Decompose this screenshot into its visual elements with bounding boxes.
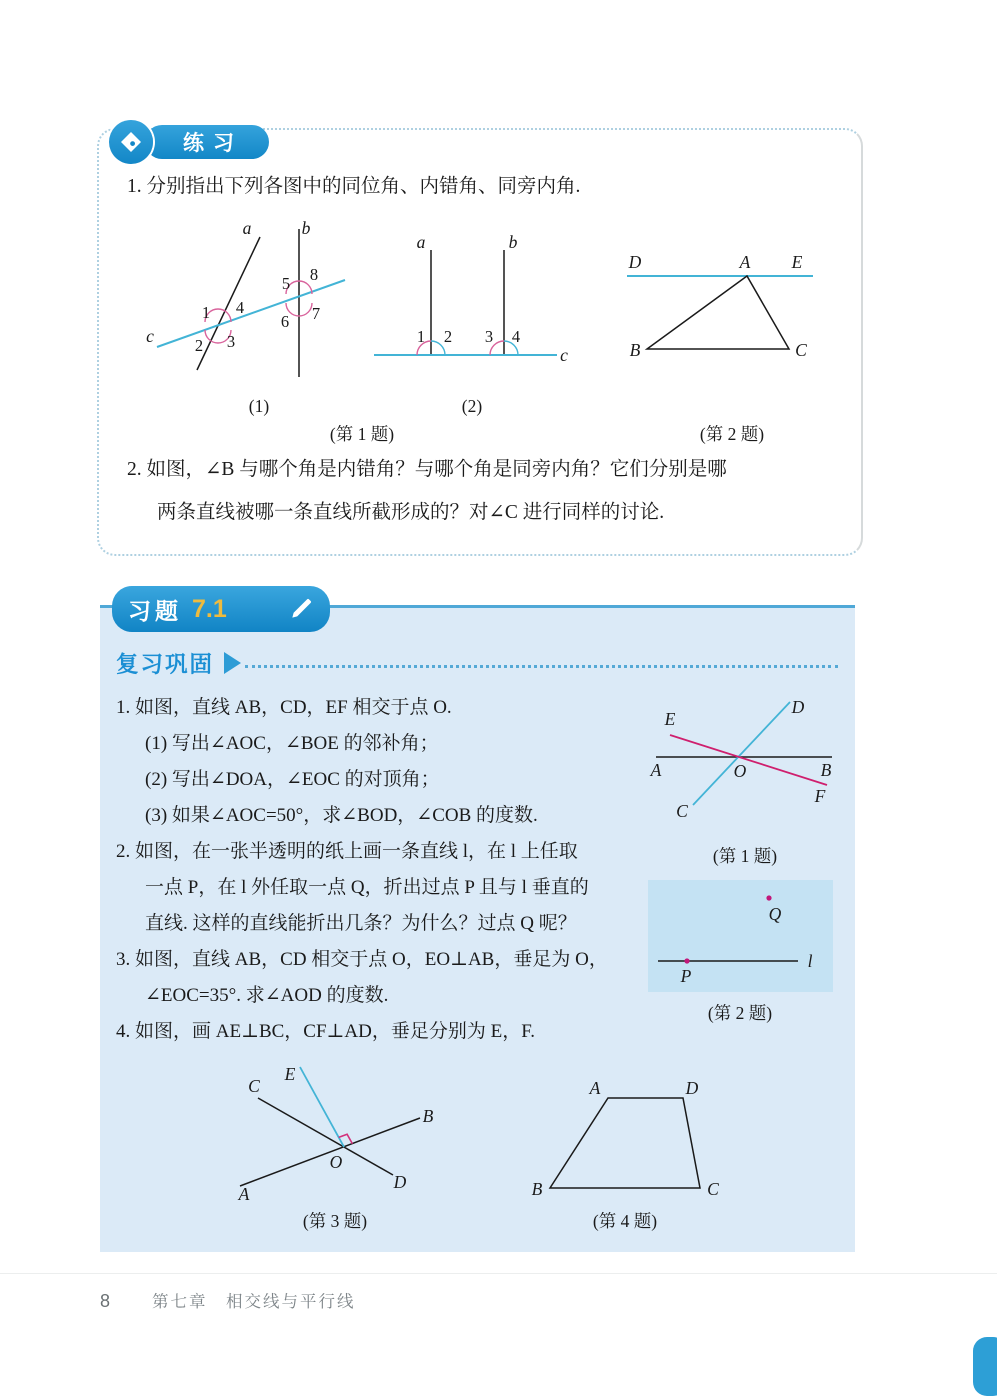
problem-1-part3: (3) 如果∠AOC=50°，求∠BOD，∠COB 的度数. bbox=[145, 805, 538, 826]
exercises-badge bbox=[112, 586, 330, 632]
label-B: B bbox=[531, 1179, 543, 1199]
label-D: D bbox=[628, 252, 642, 272]
trapezoid-ABCD bbox=[550, 1098, 700, 1188]
label-C: C bbox=[707, 1179, 719, 1199]
label-b: b bbox=[508, 232, 518, 252]
exercises-badge-number: 7.1 bbox=[192, 594, 227, 623]
practice-problem-2-line1: 2. 如图，∠B 与哪个角是内错角？与哪个角是同旁内角？它们分别是哪 bbox=[127, 459, 727, 480]
line-EF bbox=[670, 735, 827, 785]
pencil-icon bbox=[288, 596, 314, 622]
exercise-figure-2-panel bbox=[648, 880, 833, 992]
label-D: D bbox=[393, 1172, 407, 1192]
practice-problem-1: 1. 分别指出下列各图中的同位角、内错角、同旁内角. bbox=[127, 176, 581, 197]
practice-problem-2 bbox=[127, 448, 843, 534]
exercises-section bbox=[100, 594, 855, 1252]
angle-7: 7 bbox=[311, 304, 321, 323]
label-A: A bbox=[739, 252, 751, 272]
label-B: B bbox=[422, 1106, 434, 1126]
pencil-book-icon bbox=[119, 130, 143, 154]
practice-figure-3 bbox=[617, 250, 827, 365]
triangle-arrow-icon bbox=[224, 652, 241, 674]
problem-2-line1: 2. 如图，在一张半透明的纸上画一条直线 l，在 l 上任取 bbox=[116, 841, 578, 862]
triangle-ABC bbox=[647, 276, 789, 349]
question1-figure-caption: (第 1 题) bbox=[329, 424, 395, 444]
review-header-label: 复习巩固 bbox=[116, 652, 215, 677]
practice-badge-circle bbox=[109, 120, 153, 164]
point-Q bbox=[766, 895, 771, 900]
problem-1-intro: 1. 如图，直线 AB，CD，EF 相交于点 O. bbox=[116, 697, 452, 718]
label-F: F bbox=[814, 786, 826, 806]
problem-1-part2: (2) 写出∠DOA，∠EOC 的对顶角； bbox=[145, 769, 440, 790]
angle-1: 1 bbox=[416, 327, 426, 346]
label-O: O bbox=[733, 761, 747, 781]
angle-2: 2 bbox=[443, 327, 453, 346]
label-b: b bbox=[301, 218, 311, 238]
label-c: c bbox=[560, 345, 568, 365]
label-C: C bbox=[676, 801, 688, 821]
label-a: a bbox=[242, 218, 252, 238]
angle-4: 4 bbox=[511, 327, 521, 346]
label-E: E bbox=[791, 252, 803, 272]
label-A: A bbox=[650, 760, 662, 780]
page-number: 8 bbox=[100, 1291, 111, 1311]
practice-badge-label: 练习 bbox=[145, 125, 269, 159]
angle-8: 8 bbox=[309, 265, 319, 284]
label-Q: Q bbox=[768, 904, 782, 924]
exercise-fig4-caption: (第 4 题) bbox=[592, 1211, 658, 1231]
label-B: B bbox=[629, 340, 641, 360]
footer-rule bbox=[0, 1273, 997, 1274]
label-E: E bbox=[664, 709, 676, 729]
label-B: B bbox=[820, 760, 832, 780]
label-D: D bbox=[791, 700, 805, 717]
problem-2-line3: 直线. 这样的直线能折出几条？为什么？过点 Q 呢？ bbox=[145, 913, 577, 934]
exercise-fig3-caption: (第 3 题) bbox=[302, 1211, 368, 1231]
angle-5: 5 bbox=[281, 274, 291, 293]
question2-figure-caption: (第 2 题) bbox=[699, 424, 765, 444]
problem-3-line1: 3. 如图，直线 AB，CD 相交于点 O，EO⊥AB，垂足为 O， bbox=[116, 949, 608, 970]
exercise-figure-1 bbox=[648, 700, 843, 825]
exercises-text bbox=[116, 690, 650, 1050]
exercise-figure-3 bbox=[230, 1060, 465, 1205]
problem-4: 4. 如图，画 AE⊥BC，CF⊥AD，垂足分别为 E，F. bbox=[116, 1021, 535, 1042]
page-footer bbox=[100, 1288, 356, 1312]
exercise-figure-4 bbox=[525, 1080, 765, 1200]
label-a: a bbox=[416, 232, 426, 252]
dotted-leader bbox=[245, 664, 838, 668]
angle-4: 4 bbox=[235, 298, 245, 317]
page-corner-tab bbox=[973, 1337, 997, 1396]
label-A: A bbox=[238, 1184, 250, 1204]
practice-figure-2 bbox=[361, 232, 573, 394]
exercises-badge-title: 习题 bbox=[128, 597, 182, 624]
label-l: l bbox=[807, 951, 813, 971]
label-D: D bbox=[685, 1080, 699, 1098]
practice-badge bbox=[109, 120, 269, 164]
chapter-title: 第七章 相交线与平行线 bbox=[152, 1293, 356, 1311]
label-c: c bbox=[146, 326, 154, 346]
line-CD bbox=[693, 702, 790, 805]
exercise-fig1-caption: (第 1 题) bbox=[712, 846, 778, 866]
point-P bbox=[684, 958, 689, 963]
label-O: O bbox=[329, 1152, 343, 1172]
pencil-shape bbox=[292, 599, 311, 618]
practice-section bbox=[97, 128, 863, 556]
fig1-caption: (1) bbox=[248, 396, 270, 416]
angle-3: 3 bbox=[226, 332, 236, 351]
problem-2-line2: 一点 P，在 l 外任取一点 Q，折出过点 P 且与 l 垂直的 bbox=[145, 877, 589, 898]
angle-2: 2 bbox=[194, 336, 204, 355]
angle-6: 6 bbox=[280, 312, 290, 331]
label-C: C bbox=[795, 340, 807, 360]
fig2-caption: (2) bbox=[461, 396, 483, 416]
problem-1-part1: (1) 写出∠AOC，∠BOE 的邻补角； bbox=[145, 733, 439, 754]
angle-3: 3 bbox=[484, 327, 494, 346]
label-P: P bbox=[680, 966, 692, 986]
label-E: E bbox=[284, 1064, 296, 1084]
icon-dot bbox=[130, 141, 135, 146]
review-header-row bbox=[116, 647, 840, 679]
angle-1: 1 bbox=[201, 303, 211, 322]
label-A: A bbox=[589, 1080, 601, 1098]
practice-problem-2-line2: 两条直线被哪一条直线所截形成的？对∠C 进行同样的讨论. bbox=[157, 502, 665, 523]
problem-3-line2: ∠EOC=35°. 求∠AOD 的度数. bbox=[145, 985, 389, 1006]
exercise-figure-2 bbox=[648, 880, 833, 992]
label-C: C bbox=[248, 1076, 260, 1096]
practice-figure-1 bbox=[137, 218, 369, 396]
exercise-fig2-caption: (第 2 题) bbox=[707, 1003, 773, 1023]
